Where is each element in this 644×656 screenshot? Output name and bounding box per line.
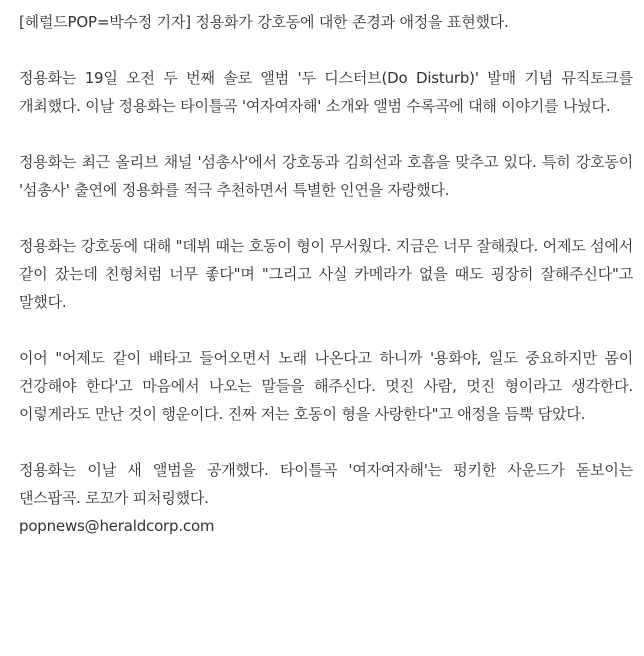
article-paragraph: 정용화는 강호동에 대해 "데뷔 때는 호동이 형이 무서웠다. 지금은 너무 잘해줬다. 어제도 섬에서 같이 잤는데 친형처럼 너무 좋다"며 "그리고 사실 카메라가 없을 때도 굉장히 잘해주신다"고 말했다. bbox=[19, 237, 633, 311]
article-paragraph: 정용화는 최근 올리브 채널 '섬총사'에서 강호동과 김희선과 호흡을 맞추고 있다. 특히 강호동이 '섬총사' 출연에 정용화를 적극 추천하면서 특별한 인연을 자랑했다. bbox=[19, 153, 633, 199]
article-paragraph: 정용화는 19일 오전 두 번째 솔로 앨범 '두 디스터브(Do Disturb)' 발매 기념 뮤직토크를 개최했다. 이날 정용화는 타이틀곡 '여자여자해' 소개와 앨범 수록곡에 대해 이야기를 나눴다. bbox=[19, 69, 633, 115]
reporter-email: popnews@heraldcorp.com bbox=[19, 517, 215, 535]
article-paragraph: 이어 "어제도 같이 배타고 들어오면서 노래 나온다고 하니까 '용화야, 일도 중요하지만 몸이 건강해야 한다'고 마음에서 나오는 말들을 해주신다. 멋진 사람, 멋진 형이라고 생각한다. 이렇게라도 만난 것이 행운이다. 진짜 저는 호동이 형을 사랑한다"고 애정을 듬뿍 담았다. bbox=[19, 349, 633, 423]
article-paragraph-byline: [헤럴드POP=박수정 기자] 정용화가 강호동에 대한 존경과 애정을 표현했다. bbox=[19, 13, 509, 31]
article-paragraph: 정용화는 이날 새 앨범을 공개했다. 타이틀곡 '여자여자해'는 펑키한 사운드가 돋보이는 댄스팝곡. 로꼬가 피처링했다. bbox=[19, 461, 633, 507]
article-body bbox=[19, 8, 633, 540]
